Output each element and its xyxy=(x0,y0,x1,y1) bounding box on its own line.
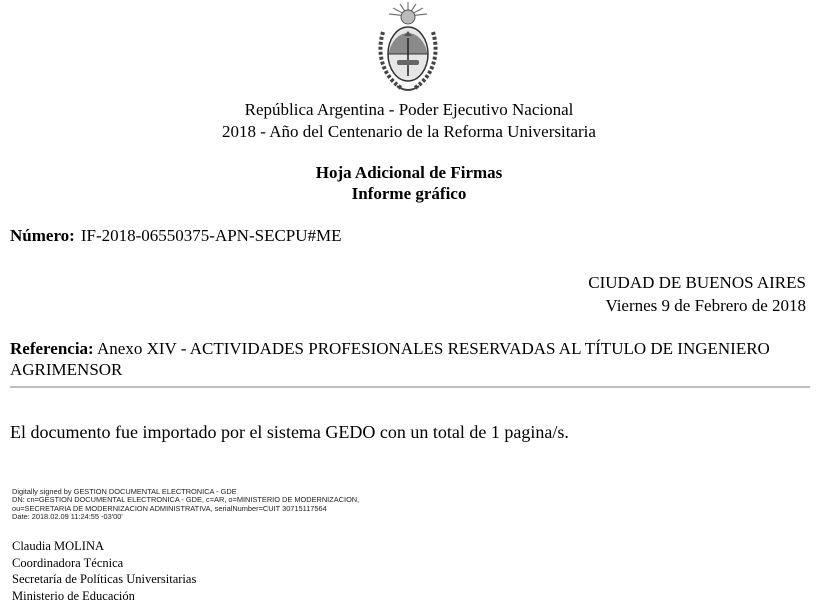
document-number xyxy=(10,226,342,246)
reference-text: Anexo XIV - ACTIVIDADES PROFESIONALES RESERVADAS AL TÍTULO DE INGENIERO AGRIMENSOR xyxy=(10,339,770,379)
signature-line-3: ou=SECRETARIA DE MODERNIZACION ADMINISTRATIVA, serialNumber=CUIT 30715117564 xyxy=(12,503,327,513)
header-line-2: 2018 - Año del Centenario de la Reforma Universitaria xyxy=(222,122,596,141)
signer-role: Coordinadora Técnica xyxy=(12,555,124,570)
signer-name: Claudia MOLINA xyxy=(12,539,104,553)
digital-signature-block xyxy=(12,488,359,521)
signer-office: Secretaría de Políticas Universitarias xyxy=(12,572,197,586)
divider xyxy=(10,386,810,388)
body-text: El documento fue importado por el sistema GEDO con un total de 1 pagina/s. xyxy=(10,422,569,442)
signature-line-1: Digitally signed by GESTION DOCUMENTAL ELECTRONICA - GDE xyxy=(12,487,237,496)
header-line-1: República Argentina - Poder Ejecutivo Nacional xyxy=(244,100,574,119)
reference-label: Referencia: xyxy=(10,339,94,358)
number-label: Número: xyxy=(10,226,75,245)
signature-line-4: Date: 2018.02.09 11:24:55 -03'00' xyxy=(12,511,123,521)
number-value: IF-2018-06550375-APN-SECPU#ME xyxy=(80,226,342,245)
date: Viernes 9 de Febrero de 2018 xyxy=(605,296,806,315)
document-title: Hoja Adicional de Firmas xyxy=(315,163,503,182)
reference xyxy=(10,338,790,380)
coat-of-arms-icon xyxy=(375,2,441,94)
city: CIUDAD DE BUENOS AIRES xyxy=(588,273,806,292)
signer-block xyxy=(12,538,196,604)
signer-ministry: Ministerio de Educación xyxy=(12,588,135,603)
document-subtitle: Informe gráfico xyxy=(351,184,467,203)
signature-line-2: DN: cn=GESTION DOCUMENTAL ELECTRONICA - GDE, c=AR, o=MINISTERIO DE MODERNIZACION, xyxy=(12,495,360,505)
